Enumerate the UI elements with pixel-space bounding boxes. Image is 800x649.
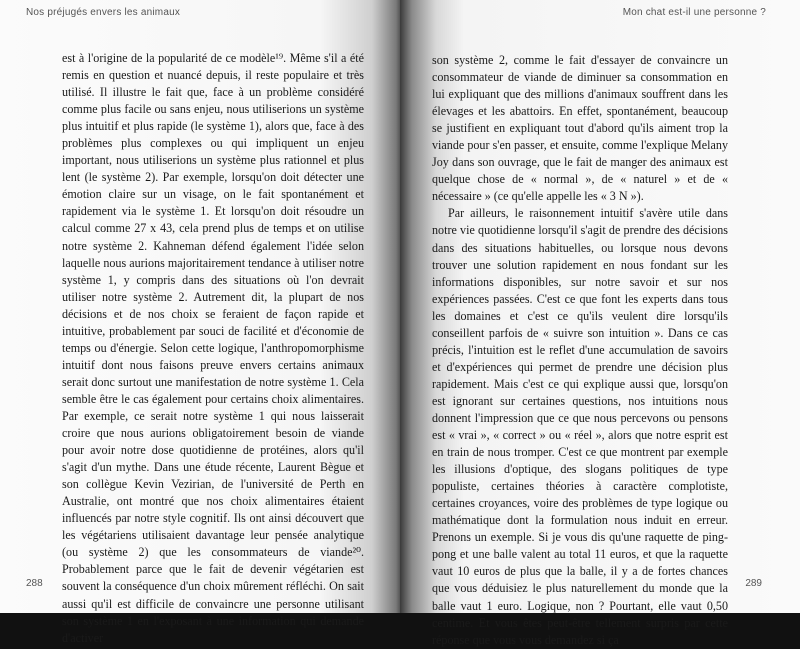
right-page: [400, 0, 800, 647]
right-paragraph-1: son système 2, comme le fait d'essayer de convaincre un consommateur de viande de diminuer sa consommation en lui expliquant que des millions d'animaux souffrent dans les élevages et les abattoirs. En effet, spontanément, beaucoup se justifient en expliquant tout d'abord qu'ils aiment trop la viande pour s'en passer, et ensuite, comme l'explique Melany Joy dans son ouvrage, que le fait de manger des animaux est quelque chose de « normal », de « naturel » et de « nécessaire » (ce qu'elle appelle les « 3 N »).: [432, 53, 728, 204]
right-paragraph-2: Par ailleurs, le raisonnement intuitif s'avère utile dans notre vie quotidienne lorsqu'il s'agit de prendre des décisions dans des situations habituelles, ou lorsque nous devons trouver une solution rapidement en nous fondant sur les informations disponibles, sur notre savoir et sur nos expériences passées. C'est ce que font les experts dans tous les domaines et c'est ce qu'ils veulent dire lorsqu'ils conseillent parfois de « suivre son intuition ». Dans ce cas précis, l'intuition est le reflet d'une accumulation de savoirs et d'expériences qui permet de prendre une décision plus rapidement. Mais c'est ce qui explique aussi que, lorsqu'on est ignorant sur certaines questions, nos intuitions nous donnent l'impression que ce que nous percevons ou pensons est « vrai », « correct » ou « réel », alors que notre esprit est en train de nous tromper. C'est ce que montrent par exemple les illusions d'optique, des slogans politiques de type populiste, certaines théories à caractère complotiste, certaines croyances, voire des problèmes de type logique ou mathématique dont la formulation nous induit en erreur. Prenons un exemple. Si je vous dis qu'une raquette de ping-pong et une balle valent au total 11 euros, et que la raquette vaut 10 euros de plus que la balle, il y a de fortes chances que vous déduisiez le plus naturellement du monde que la balle vaut 1 euro. Logique, non ? Pourtant, elle vaut 0,50 centime. Et vous êtes peut-être tellement surpris par cette réponse que vous vous demandez si ça: [432, 206, 728, 647]
left-page: [0, 0, 400, 645]
left-page-body: [62, 50, 364, 647]
right-page-number: 289: [745, 578, 762, 589]
left-paragraph-1: est à l'origine de la popularité de ce modèle¹⁹. Même s'il a été remis en question et nuancé depuis, il reste populaire et très utilisé. Il illustre le fait que, face à un problème considéré comme plus facile ou sans enjeu, nous utiliserions un système plus intuitif et plus rapide (le système 1), alors que, face à des problèmes plus complexes ou qui impliquent un enjeu important, nous utiliserions un système plus rationnel et plus lent (le système 2). Par exemple, lorsqu'on doit détecter une émotion claire sur un visage, on le fait spontanément et rapidement via le système 1. Et lorsqu'on doit résoudre un calcul comme 27 x 43, cela prend plus de temps et on utilise notre système 2. Kahneman défend également l'idée selon laquelle nous aurions majoritairement tendance à utiliser notre système 1, y compris dans des situations où l'on devrait utiliser notre système 2. Autrement dit, la plupart de nos décisions et de nos choix se feraient de façon rapide et intuitive, probablement par souci de facilité et d'économie de temps ou d'énergie. Selon cette logique, l'anthropomorphisme intuitif dont nous faisons preuve envers certains animaux serait donc surtout une manifestation de notre système 1. Cela semble être le cas également pour certains choix alimentaires. Par exemple, ce serait notre système 1 qui nous laisserait croire que nous aurions obligatoirement besoin de viande pour avoir notre dose quotidienne de protéines, alors qu'il s'agit d'un mythe. Dans une étude récente, Laurent Bègue et son collègue Kevin Vezirian, de l'université de Perth en Australie, ont montré que nos choix alimentaires étaient influencés par notre style cognitif. Ils ont ainsi découvert que les végétariens utilisaient davantage leur pensée analytique (ou système 2) que les consommateurs de viande²⁰. Probablement parce que le fait de devenir végétarien est souvent la conséquence d'un choix mûrement réfléchi. On sait aussi qu'il est difficile de convaincre une personne utilisant son système 1 en l'exposant à une information qui demande d'activer: [62, 51, 364, 645]
right-page-body: [432, 52, 728, 649]
left-running-head: Nos préjugés envers les animaux: [26, 7, 181, 18]
right-running-head: Mon chat est-il une personne ?: [622, 7, 766, 18]
left-page-number: 288: [26, 578, 43, 589]
